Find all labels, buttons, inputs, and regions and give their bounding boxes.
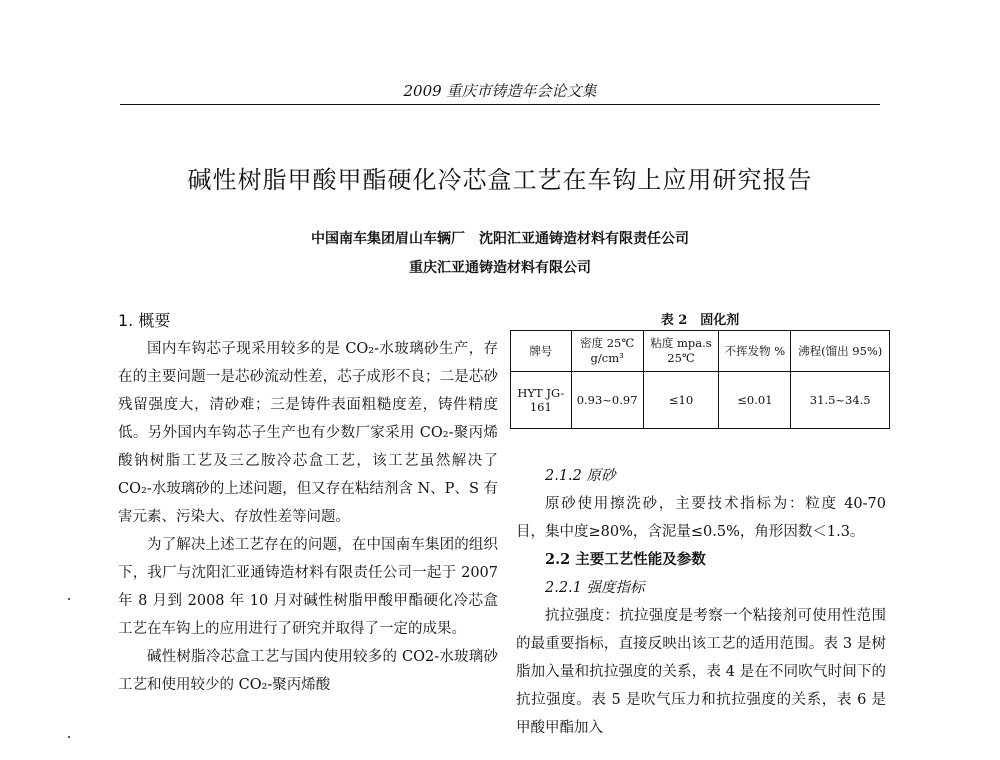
- table-caption: 表 2 固化剂: [660, 313, 740, 328]
- section-heading-process: 2.2 主要工艺性能及参数: [545, 551, 706, 568]
- affiliation-line-2: 重庆汇亚通铸造材料有限公司: [409, 260, 591, 276]
- curing-agent-table: [510, 330, 890, 429]
- affiliation-line-1: 中国南车集团眉山车辆厂 沈阳汇亚通铸造材料有限责任公司: [311, 231, 689, 247]
- table-header-cell: 不挥发物 %: [719, 331, 791, 372]
- table-cell: ≤0.01: [719, 372, 791, 429]
- table-header-cell: 粘度 mpa.s 25℃: [643, 331, 719, 372]
- header-rule: [120, 104, 880, 105]
- paragraph-strength: 抗拉强度：抗拉强度是考察一个粘接剂可使用性范围的最重要指标，直接反映出该工艺的适用范围。表 3 是树脂加入量和抗拉强度的关系，表 4 是在不同吹气时间下的抗拉强度。表 5 是吹气压力和抗拉强度的关系，表 6 是甲酸甲酯加入: [516, 608, 886, 736]
- running-header: 2009 重庆市铸造年会论文集: [403, 82, 597, 100]
- right-column: [516, 462, 886, 742]
- table-cell: 0.93~0.97: [571, 372, 643, 429]
- table-cell: ≤10: [643, 372, 719, 429]
- paragraph-1: 国内车钩芯子现采用较多的是 CO₂-水玻璃砂生产，存在的主要问题一是芯砂流动性差，芯子成形不良；二是芯砂残留强度大，清砂难；三是铸件表面粗糙度差，铸件精度低。另外国内车钩芯子生产也有少数厂家采用 CO₂-聚丙烯酸钠树脂工艺及三乙胺冷芯盒工艺，该工艺虽然解决了 CO₂-水玻璃砂的上述问题，但又存在粘结剂含 N、P、S 有害元素、污染大、存放性差等问题。: [118, 341, 498, 525]
- paper-title: 碱性树脂甲酸甲酯硬化冷芯盒工艺在车钩上应用研究报告: [187, 166, 813, 194]
- paragraph-2: 为了解决上述工艺存在的问题，在中国南车集团的组织下，我厂与沈阳汇亚通铸造材料有限责任公司一起于 2007 年 8 月到 2008 年 10 月对碱性树脂甲酸甲酯硬化冷芯盒工艺在车钩上的应用进行了研究并取得了一定的成果。: [118, 537, 498, 637]
- table-header-cell: 沸程(馏出 95%): [791, 331, 890, 372]
- scan-mark: [68, 736, 70, 738]
- subsection-heading-raw-sand: 2.1.2 原砂: [545, 468, 616, 484]
- table-header-cell: 牌号: [511, 331, 572, 372]
- table-header-row: [511, 331, 890, 372]
- subsection-heading-strength: 2.2.1 强度指标: [545, 580, 645, 596]
- left-column: [118, 307, 498, 699]
- section-heading-overview: 1. 概要: [118, 311, 171, 330]
- table-cell: 31.5~34.5: [791, 372, 890, 429]
- table-cell: HYT JG-161: [511, 372, 572, 429]
- paragraph-3: 碱性树脂冷芯盒工艺与国内使用较多的 CO2-水玻璃砂工艺和使用较少的 CO₂-聚丙烯酸: [118, 649, 498, 693]
- paragraph-raw-sand: 原砂使用擦洗砂，主要技术指标为：粒度 40-70 目，集中度≥80%，含泥量≤0.5%，角形因数＜1.3。: [516, 496, 886, 540]
- table-row: [511, 372, 890, 429]
- table-header-cell: 密度 25℃ g/cm³: [571, 331, 643, 372]
- scan-mark: [68, 598, 70, 600]
